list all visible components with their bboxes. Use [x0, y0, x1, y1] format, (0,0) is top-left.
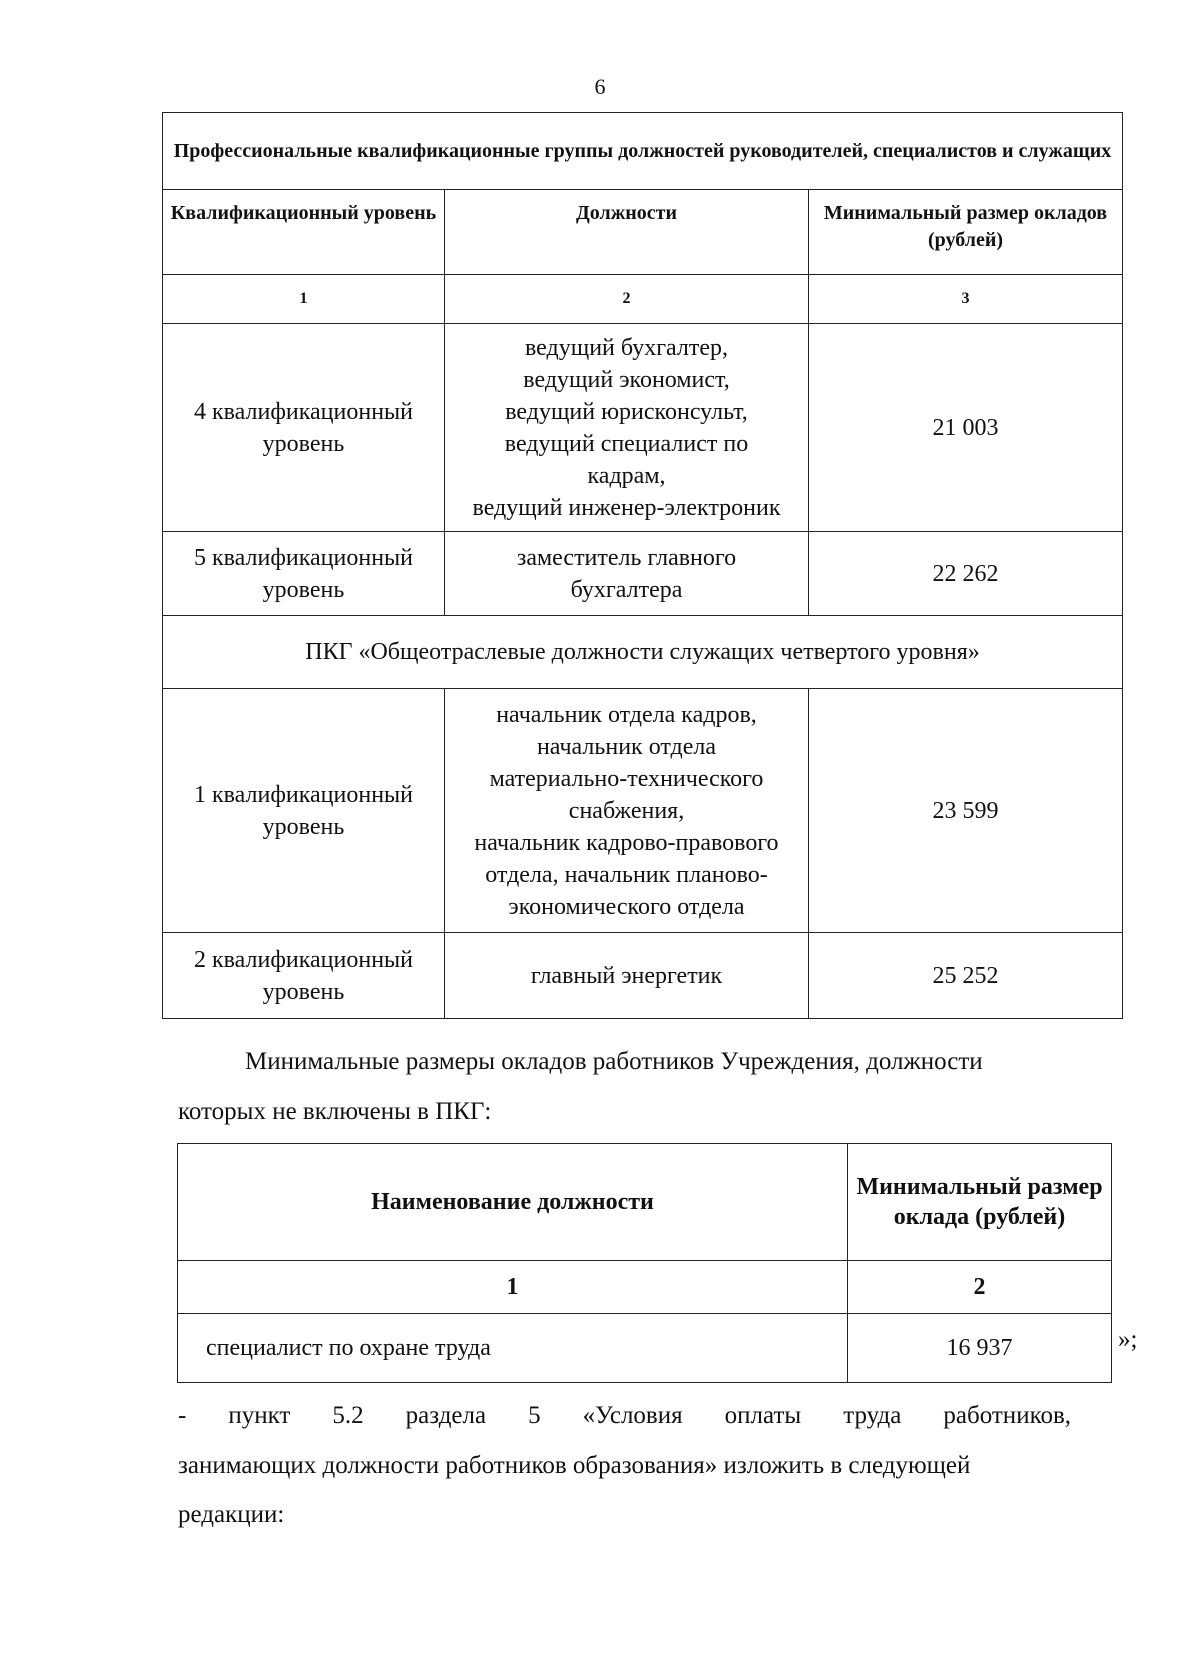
- salary-cell: 21 003: [809, 324, 1123, 532]
- col-number-1: 1: [178, 1261, 848, 1314]
- col-header-positions: Должности: [445, 190, 809, 275]
- col-header-salary: Минимальный размер окладов (рублей): [809, 190, 1123, 275]
- table-row: [163, 324, 1123, 532]
- position-line: начальник отдела: [536, 733, 717, 760]
- salary-cell: 22 262: [809, 532, 1123, 616]
- position-line: материально-технического: [489, 765, 764, 792]
- position-line: экономического отдела: [508, 893, 745, 920]
- closing-quote: »;: [1118, 1326, 1138, 1353]
- paragraph-item-line1: - пункт 5.2 раздела 5 «Условия оплаты труда работников,: [178, 1402, 1071, 1429]
- position-cell: специалист по охране труда: [178, 1314, 848, 1383]
- level-cell: 1 квалификационный уровень: [163, 689, 445, 933]
- position-line: начальник кадрово-правового: [474, 829, 779, 856]
- table-row: [163, 689, 1123, 933]
- level-cell: 2 квалификационный уровень: [163, 933, 445, 1019]
- col-header-level: Квалификационный уровень: [163, 190, 445, 275]
- position-line: снабжения,: [568, 797, 685, 824]
- table-row: [163, 532, 1123, 616]
- position-line: начальник отдела кадров,: [496, 701, 757, 728]
- position-line: ведущий инженер-электроник: [472, 494, 781, 521]
- col-number-3: 3: [809, 275, 1123, 324]
- salary-cell: 23 599: [809, 689, 1123, 933]
- non-pkg-salary-table: [177, 1143, 1112, 1383]
- table-row: [178, 1314, 1112, 1383]
- position-line: ведущий юрисконсульт,: [505, 398, 748, 425]
- paragraph-item-line2: занимающих должности работников образования» изложить в следующей: [178, 1452, 971, 1479]
- position-line: ведущий специалист по: [504, 430, 749, 457]
- col-number-1: 1: [163, 275, 445, 324]
- paragraph-min-salaries-line1: Минимальные размеры окладов работников Учреждения, должности: [245, 1048, 983, 1075]
- col-number-2: 2: [445, 275, 809, 324]
- positions-cell: [445, 324, 809, 532]
- position-line: отдела, начальник планово-: [485, 861, 768, 888]
- col-header-min-salary: Минимальный размер оклада (рублей): [848, 1144, 1112, 1261]
- paragraph-item-line3: редакции:: [178, 1501, 285, 1528]
- col-number-2: 2: [848, 1261, 1112, 1314]
- position-line: бухгалтера: [570, 576, 683, 603]
- positions-cell: [445, 689, 809, 933]
- table1-title: Профессиональные квалификационные группы должностей руководителей, специалистов и служащих: [163, 113, 1123, 190]
- paragraph-min-salaries-line2: которых не включены в ПКГ:: [178, 1098, 492, 1125]
- position-line: главный энергетик: [530, 962, 723, 989]
- group-title-row: ПКГ «Общеотраслевые должности служащих четвертого уровня»: [163, 616, 1123, 689]
- position-line: кадрам,: [587, 462, 666, 489]
- positions-cell: [445, 933, 809, 1019]
- position-line: заместитель главного: [516, 544, 737, 571]
- positions-cell: [445, 532, 809, 616]
- position-line: ведущий экономист,: [523, 366, 730, 393]
- pkg-salary-table: [162, 112, 1123, 1019]
- salary-cell: 25 252: [809, 933, 1123, 1019]
- position-line: ведущий бухгалтер,: [524, 334, 729, 361]
- level-cell: 4 квалификационный уровень: [163, 324, 445, 532]
- page-number: 6: [594, 74, 606, 99]
- level-cell: 5 квалификационный уровень: [163, 532, 445, 616]
- salary-cell: 16 937: [848, 1314, 1112, 1383]
- table-row: [163, 933, 1123, 1019]
- col-header-position-name: Наименование должности: [178, 1144, 848, 1261]
